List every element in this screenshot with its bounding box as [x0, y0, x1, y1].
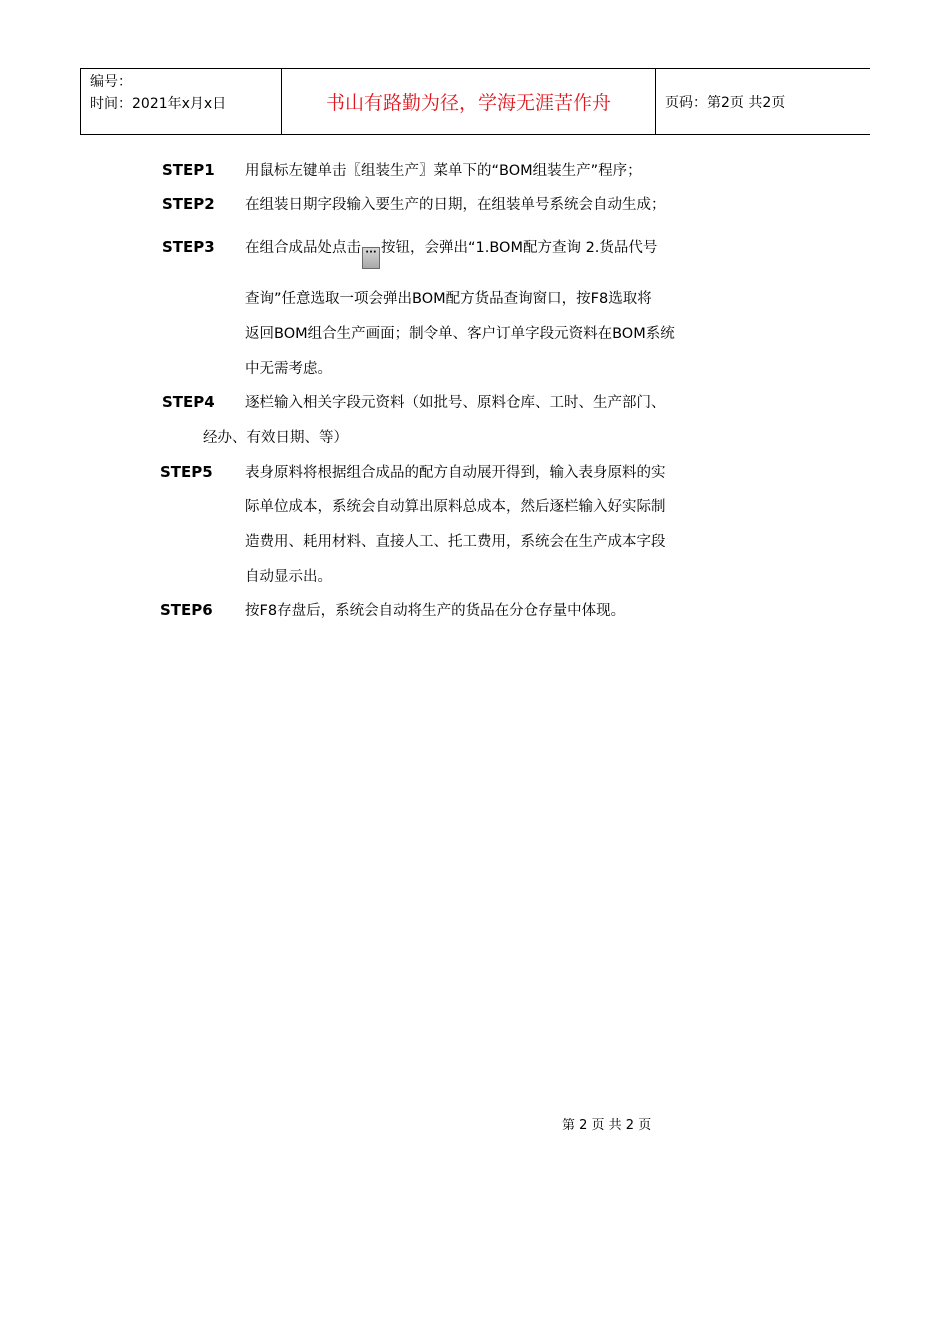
header-left-cell: [81, 69, 282, 134]
step2-label: STEP2: [162, 195, 215, 213]
step1-label: STEP1: [162, 161, 215, 179]
step3-line-2: 查询”任意选取一项会弹出BOM配方货品查询窗口，按F8选取将: [245, 291, 652, 307]
step5-label: STEP5: [160, 463, 213, 481]
step1-line-1: 用鼠标左键单击〖组装生产〗菜单下的“BOM组装生产”程序；: [245, 163, 642, 179]
step5-line-2: 际单位成本，系统会自动算出原料总成本，然后逐栏输入好实际制: [245, 499, 666, 515]
step4-line-2: 经办、有效日期、等）: [203, 430, 348, 446]
step3-text-before: 在组合成品处点击: [245, 240, 361, 256]
step5-line-4: 自动显示出。: [245, 569, 332, 585]
page-info: 页码：第2页 共2页: [665, 94, 786, 111]
step6-label: STEP6: [160, 601, 213, 619]
step3-line-1: [245, 238, 657, 269]
step5-line-1: 表身原料将根据组合成品的配方自动展开得到，输入表身原料的实: [245, 465, 666, 481]
motto: 书山有路勤为径，学海无涯苦作舟: [282, 69, 656, 134]
header-table: [80, 68, 870, 135]
page-footer: 第 2 页 共 2 页: [562, 1118, 652, 1133]
number-label: 编号：: [90, 74, 132, 90]
step2-line-1: 在组装日期字段输入要生产的日期，在组装单号系统会自动生成；: [245, 197, 666, 213]
ellipsis-button-icon: ···: [362, 247, 380, 269]
step3-text-after: 按钮，会弹出“1.BOM配方查询 2.货品代号: [381, 240, 658, 256]
time-label: 时间：2021年x月x日: [90, 96, 227, 112]
step3-line-3: 返回BOM组合生产画面；制令单、客户订单字段元资料在BOM系统: [245, 326, 675, 342]
step4-label: STEP4: [162, 393, 215, 411]
step3-label: STEP3: [162, 238, 215, 256]
step3-line-4: 中无需考虑。: [245, 361, 332, 377]
step4-line-1: 逐栏输入相关字段元资料（如批号、原料仓库、工时、生产部门、: [245, 395, 666, 411]
step6-line-1: 按F8存盘后，系统会自动将生产的货品在分仓存量中体现。: [245, 603, 626, 619]
step5-line-3: 造费用、耗用材料、直接人工、托工费用，系统会在生产成本字段: [245, 534, 666, 550]
